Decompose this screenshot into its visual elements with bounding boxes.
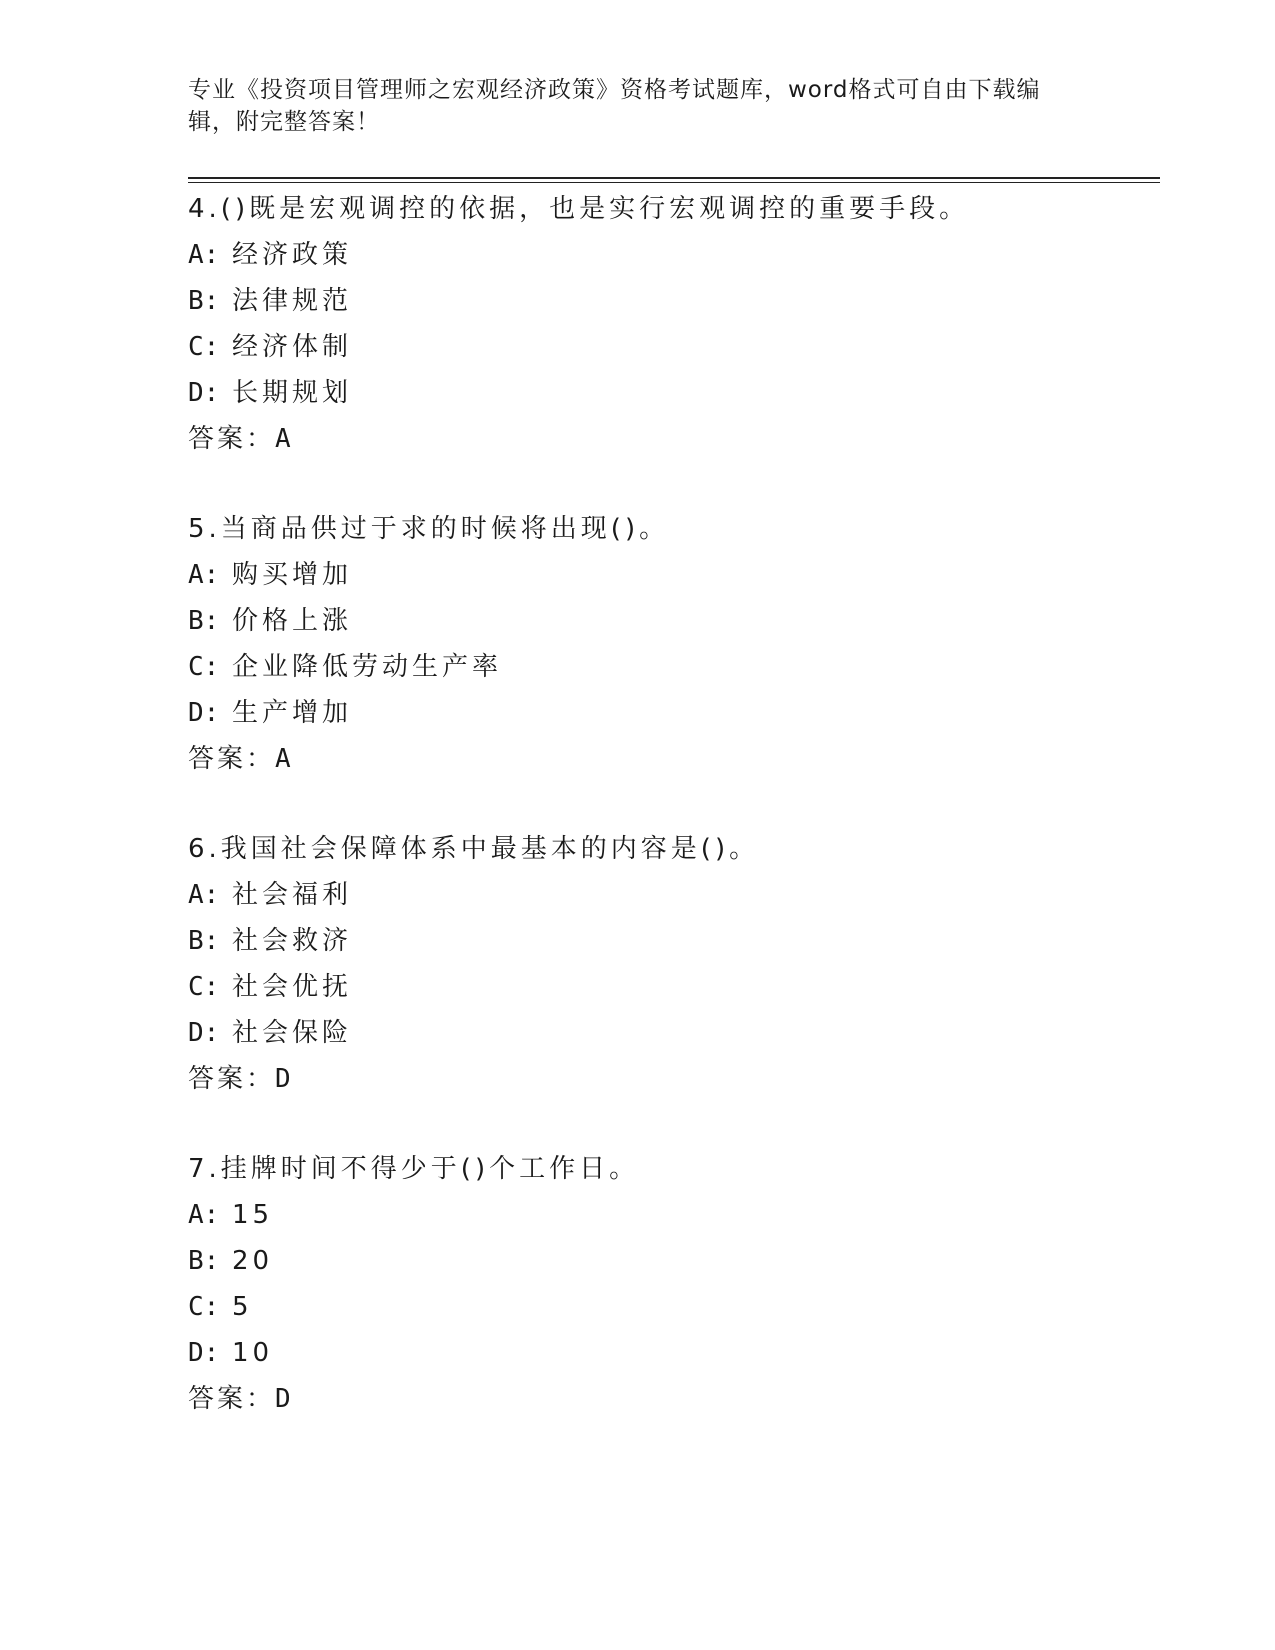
option-letter: A: — [188, 240, 220, 270]
option-b — [188, 918, 1188, 964]
option-letter: A: — [188, 880, 220, 910]
option-letter: A: — [188, 560, 220, 590]
question-6 — [188, 826, 1188, 1102]
option-text: 购买增加 — [232, 560, 353, 590]
option-text: 经济政策 — [232, 240, 353, 270]
option-text: 社会保险 — [232, 1018, 353, 1048]
option-text: 经济体制 — [232, 332, 353, 362]
option-a — [188, 1192, 1188, 1238]
option-text: 15 — [232, 1200, 274, 1230]
option-b — [188, 278, 1188, 324]
question-5 — [188, 506, 1188, 782]
option-a — [188, 552, 1188, 598]
option-text: 社会救济 — [232, 926, 353, 956]
option-d — [188, 1010, 1188, 1056]
option-b — [188, 1238, 1188, 1284]
option-text: 价格上涨 — [232, 606, 353, 636]
answer-value: A — [275, 744, 291, 774]
option-letter: D: — [188, 378, 220, 408]
answer-value: D — [275, 1384, 291, 1414]
option-c — [188, 964, 1188, 1010]
option-text: 长期规划 — [232, 378, 353, 408]
option-text: 社会优抚 — [232, 972, 353, 1002]
option-d — [188, 370, 1188, 416]
option-text: 20 — [232, 1246, 274, 1276]
option-letter: D: — [188, 1018, 220, 1048]
option-d — [188, 1330, 1188, 1376]
option-letter: B: — [188, 926, 220, 956]
header-rule-thin — [188, 182, 1160, 183]
option-text: 社会福利 — [232, 880, 353, 910]
answer-label: 答案： — [188, 1384, 276, 1414]
option-a — [188, 872, 1188, 918]
question-stem: 5.当商品供过于求的时候将出现()。 — [188, 514, 670, 544]
header-rule-thick — [188, 177, 1160, 179]
answer-line — [188, 1056, 1188, 1102]
option-text: 法律规范 — [232, 286, 353, 316]
option-text: 企业降低劳动生产率 — [232, 652, 503, 682]
option-text: 5 — [232, 1292, 253, 1322]
option-letter: B: — [188, 286, 220, 316]
answer-line — [188, 1376, 1188, 1422]
question-4 — [188, 186, 1188, 462]
answer-line — [188, 416, 1188, 462]
option-b — [188, 598, 1188, 644]
option-text: 生产增加 — [232, 698, 353, 728]
option-d — [188, 690, 1188, 736]
question-7 — [188, 1146, 1188, 1422]
answer-value: D — [275, 1064, 291, 1094]
option-letter: C: — [188, 972, 220, 1002]
option-text: 10 — [232, 1338, 274, 1368]
question-stem: 7.挂牌时间不得少于()个工作日。 — [188, 1154, 640, 1184]
option-c — [188, 644, 1188, 690]
option-letter: C: — [188, 1292, 220, 1322]
question-stem: 6.我国社会保障体系中最基本的内容是()。 — [188, 834, 760, 864]
answer-line — [188, 736, 1188, 782]
option-letter: A: — [188, 1200, 220, 1230]
option-c — [188, 1284, 1188, 1330]
option-letter: C: — [188, 332, 220, 362]
answer-value: A — [275, 424, 291, 454]
option-c — [188, 324, 1188, 370]
question-stem: 4.()既是宏观调控的依据，也是实行宏观调控的重要手段。 — [188, 194, 970, 224]
option-letter: B: — [188, 1246, 220, 1276]
option-letter: C: — [188, 652, 220, 682]
option-letter: D: — [188, 698, 220, 728]
document-intro: 专业《投资项目管理师之宏观经济政策》资格考试题库，word格式可自由下载编辑，附完整答案！ — [188, 77, 1041, 135]
answer-label: 答案： — [188, 744, 276, 774]
answer-label: 答案： — [188, 1064, 276, 1094]
option-letter: B: — [188, 606, 220, 636]
answer-label: 答案： — [188, 424, 276, 454]
option-a — [188, 232, 1188, 278]
option-letter: D: — [188, 1338, 220, 1368]
